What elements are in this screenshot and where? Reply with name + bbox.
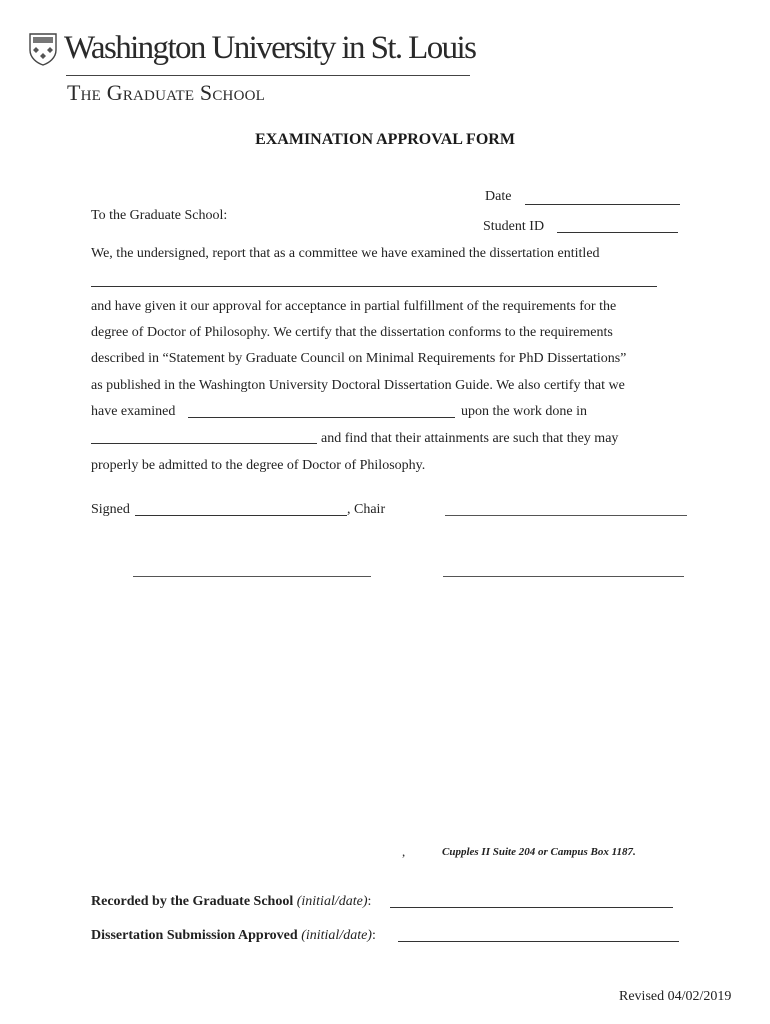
- committee-signature-line-1[interactable]: [445, 515, 687, 516]
- signed-label: Signed: [91, 502, 130, 517]
- student-id-label: Student ID: [483, 219, 545, 234]
- body-line-5: as published in the Washington University Doctoral Dissertation Guide. We also certify that we: [91, 378, 625, 393]
- body-line-7: and find that their attainments are such that they may: [321, 431, 619, 446]
- recorded-colon: :: [367, 894, 372, 909]
- committee-signature-line-2[interactable]: [133, 576, 371, 577]
- body-line-4: described in “Statement by Graduate Council on Minimal Requirements for PhD Dissertations”: [91, 351, 627, 366]
- committee-signature-line-3[interactable]: [443, 576, 684, 577]
- field-of-study-field[interactable]: [91, 443, 317, 444]
- body-line-3: degree of Doctor of Philosophy. We certify that the dissertation conforms to the requirements: [91, 325, 613, 340]
- recorded-field[interactable]: [390, 907, 673, 908]
- body-line-8: properly be admitted to the degree of Doctor of Philosophy.: [91, 458, 426, 473]
- candidate-name-field[interactable]: [188, 417, 455, 418]
- date-label: Date: [485, 189, 512, 204]
- school-name: The Graduate School: [67, 80, 266, 105]
- form-title: EXAMINATION APPROVAL FORM: [255, 131, 515, 148]
- work-done-label: upon the work done in: [461, 404, 587, 419]
- body-line-1: We, the undersigned, report that as a committee we have examined the dissertation entitled: [91, 246, 600, 261]
- university-seal-icon: [28, 32, 58, 66]
- dissertation-title-field[interactable]: [91, 286, 657, 287]
- recorded-row: [91, 893, 371, 911]
- submission-field[interactable]: [398, 941, 679, 942]
- recorded-label: Recorded by the Graduate School: [91, 894, 294, 909]
- chair-label: , Chair: [347, 502, 386, 517]
- chair-signature-line[interactable]: [135, 515, 347, 516]
- have-examined-label: have examined: [91, 404, 176, 419]
- revised-date: Revised 04/02/2019: [619, 989, 732, 1004]
- university-name: Washington University in St. Louis: [64, 30, 476, 66]
- submission-initial-date: (initial/date): [301, 928, 372, 943]
- date-field[interactable]: [525, 204, 680, 205]
- header-divider: [66, 75, 470, 76]
- submission-colon: :: [371, 928, 376, 943]
- campus-box-note: Cupples II Suite 204 or Campus Box 1187.: [442, 846, 636, 858]
- submission-label: Dissertation Submission Approved: [91, 928, 298, 943]
- return-note-comma: ,: [402, 844, 406, 859]
- student-id-field[interactable]: [557, 232, 678, 233]
- body-line-2: and have given it our approval for acceptance in partial fulfillment of the requirements for the: [91, 299, 617, 314]
- submission-row: [91, 927, 376, 945]
- to-graduate-school: To the Graduate School:: [91, 208, 228, 223]
- recorded-initial-date: (initial/date): [296, 894, 368, 909]
